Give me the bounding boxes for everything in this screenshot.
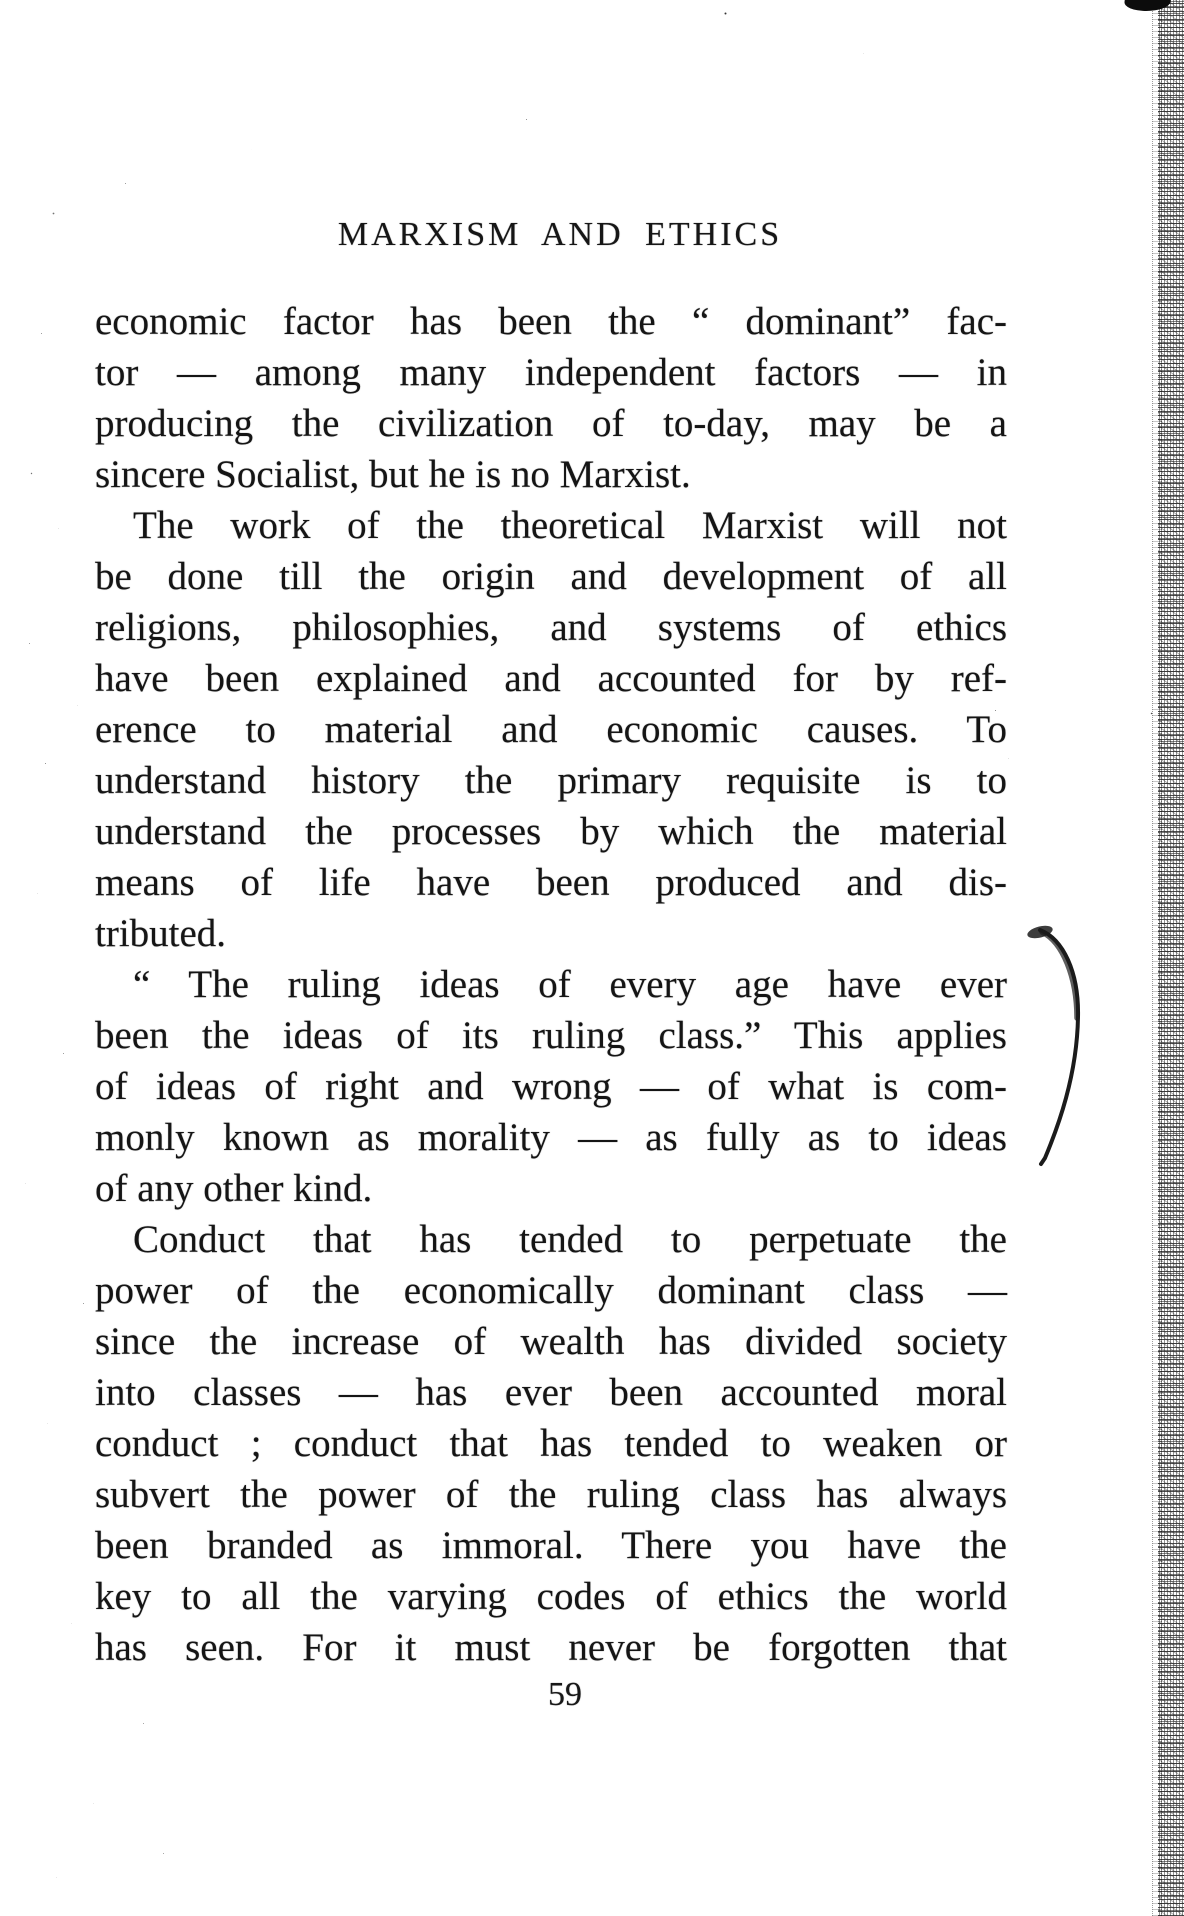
text-line: of ideas of right and wrong — of what is com- (95, 1065, 1007, 1108)
text-line: monly known as morality — as fully as to ideas (95, 1116, 1007, 1159)
text-line: producing the civilization of to-day, may be a (95, 402, 1007, 445)
body-text (95, 296, 1007, 1673)
text-line: key to all the varying codes of ethics the world (95, 1575, 1007, 1618)
text-line: since the increase of wealth has divided society (95, 1320, 1007, 1363)
text-line: religions, philosophies, and systems of ethics (95, 606, 1007, 649)
margin-bracket-annotation (1018, 916, 1090, 1178)
text-line: power of the economically dominant class — (95, 1269, 1007, 1312)
text-line: Conduct that has tended to perpetuate the (133, 1218, 1007, 1261)
text-line: been the ideas of its ruling class.” This applies (95, 1014, 1007, 1057)
running-head: MARXISM AND ETHICS (337, 216, 783, 253)
text-line: subvert the power of the ruling class has always (95, 1473, 1007, 1516)
text-line: “ The ruling ideas of every age have ever (133, 963, 1007, 1006)
text-line: have been explained and accounted for by ref- (95, 657, 1007, 700)
text-line: be done till the origin and development of all (95, 555, 1007, 598)
text-line: conduct ; conduct that has tended to weaken or (95, 1422, 1007, 1465)
text-line: erence to material and economic causes. To (95, 708, 1007, 751)
text-line: been branded as immoral. There you have the (95, 1524, 1007, 1567)
text-line: into classes — has ever been accounted moral (95, 1371, 1007, 1414)
text-line: tributed. (95, 912, 227, 955)
text-line: understand the processes by which the material (95, 810, 1007, 853)
scan-speckles (0, 0, 3, 3)
text-line: tor — among many independent factors — in (95, 351, 1007, 394)
text-line: of any other kind. (95, 1167, 373, 1210)
scan-edge-dotted-line (1152, 0, 1162, 1916)
page-number: 59 (548, 1676, 582, 1713)
text-line: means of life have been produced and dis- (95, 861, 1007, 904)
text-line: The work of the theoretical Marxist will not (133, 504, 1007, 547)
text-line: sincere Socialist, but he is no Marxist. (95, 453, 691, 496)
text-line: economic factor has been the “ dominant” fac- (95, 300, 1007, 343)
text-line: has seen. For it must never be forgotten that (95, 1626, 1007, 1669)
text-line: understand history the primary requisite is to (95, 759, 1007, 802)
